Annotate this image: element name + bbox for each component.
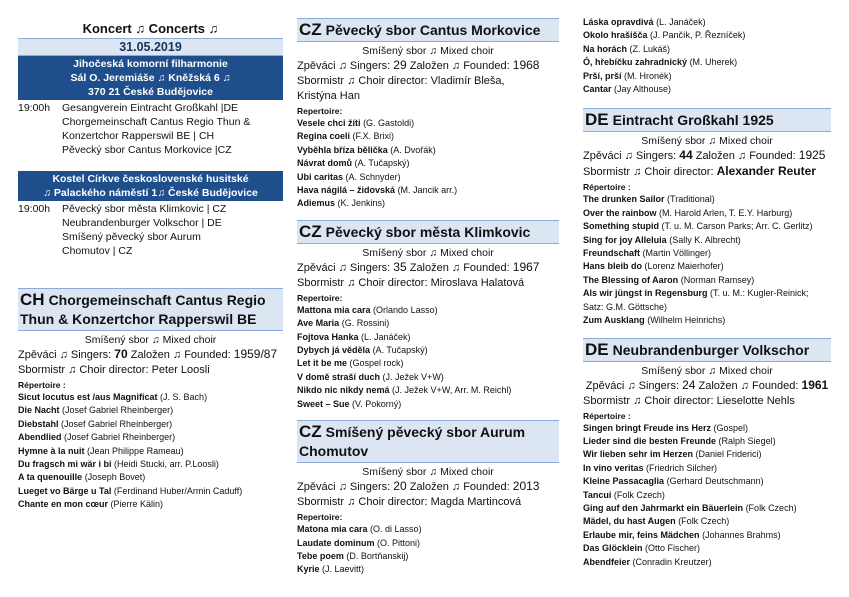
repertoire-list [297, 117, 559, 211]
piece-composer: (Friedrich Silcher) [646, 462, 718, 473]
piece-composer: (Jean Philippe Rameau) [87, 445, 184, 456]
column-3 [583, 0, 831, 569]
founded-label: Založen ♫ Founded: [409, 261, 510, 274]
event-time: 19:00h [18, 102, 51, 114]
director-name: Alexander Reuter [716, 164, 816, 179]
choir-stats [297, 58, 559, 74]
piece-composer: (Gospel rock) [349, 358, 404, 369]
repertoire-item [297, 117, 559, 130]
repertoire-heading: Repertoire: [297, 512, 343, 523]
piece-title: Fojtova Hanka [297, 331, 359, 342]
repertoire-item [297, 157, 559, 170]
repertoire-item [583, 193, 831, 206]
repertoire-item [583, 529, 831, 542]
choir-name: Chorgemeinschaft Cantus Regio [48, 292, 266, 308]
piece-title: Sicut locutus est /aus Magnificat [18, 392, 158, 402]
piece-composer: (Folk Czech) [745, 502, 797, 513]
country-code: CZ [299, 422, 322, 442]
repertoire-item [583, 16, 831, 29]
director-name: Peter Loosli [151, 364, 210, 376]
piece-composer: (Folk Czech) [613, 489, 665, 500]
repertoire-item [297, 384, 559, 397]
repertoire-item [583, 301, 831, 314]
piece-title: Vesele chci žíti [297, 118, 361, 128]
choir-stats [583, 378, 831, 394]
piece-title: Sweet – Sue [297, 398, 350, 409]
repertoire-item [583, 234, 831, 247]
piece-composer: (A. Schnyder) [345, 171, 401, 182]
choir-director [297, 74, 559, 104]
director-label: Sbormistr ♫ Choir director: [583, 394, 714, 407]
piece-composer: (Pierre Kälin) [110, 499, 164, 510]
choir-de-grosskahl-title [583, 108, 831, 132]
piece-title: Tancui [583, 489, 612, 500]
piece-composer: (Daniel Friderici) [695, 449, 762, 460]
director-name: Miroslava Halatová [430, 276, 525, 289]
choir-type: Smíšený sbor ♫ Mixed choir [641, 135, 773, 148]
piece-composer: (F.X. Brixi) [352, 131, 395, 142]
choir-de-neubrandenburg [583, 338, 831, 569]
director-label: Sbormistr ♫ Choir director: [18, 364, 149, 376]
repertoire-item [583, 515, 831, 528]
repertoire-item [583, 43, 831, 56]
repertoire-list-continued [583, 16, 831, 96]
venue-1-line-2: Sál O. Jeremiáše ♫ Kněžská 6 ♫ [70, 72, 231, 84]
repertoire-item [297, 317, 559, 330]
piece-title: Let it be me [297, 358, 348, 369]
repertoire-item [18, 498, 283, 511]
concert-date: 31.05.2019 [18, 38, 283, 56]
event-line: Pěvecký sbor Cantus Morkovice |CZ [62, 144, 232, 156]
choir-name: Pěvecký sbor města Klimkovic [325, 223, 531, 240]
choir-cz-aurum-title [297, 420, 559, 463]
piece-title: Singen bringt Freude ins Herz [583, 422, 712, 433]
choir-cz-klimkovic-title [297, 220, 559, 244]
choir-name-2: Thun & Konzertchor Rapperswil BE [20, 311, 257, 327]
choir-type: Smíšený sbor ♫ Mixed choir [362, 246, 494, 259]
piece-title: In vino veritas [583, 462, 644, 473]
piece-composer: (A. Tučapský) [372, 345, 428, 356]
choir-stats [297, 260, 559, 276]
column-1 [18, 0, 283, 512]
country-code: CZ [299, 221, 322, 241]
country-code: CZ [299, 20, 322, 39]
director-name: Magda Martincová [430, 496, 522, 509]
repertoire-item [18, 458, 283, 471]
venue-2 [18, 171, 283, 201]
repertoire-item [297, 171, 559, 184]
piece-composer: (M. Uherek) [689, 57, 738, 68]
piece-composer: (O. di Lasso) [370, 524, 422, 535]
repertoire-item [583, 475, 831, 488]
piece-composer: (G. Gastoldi) [363, 118, 415, 128]
event-line: Chorgemeinschaft Cantus Regio Thun & [62, 116, 251, 128]
piece-title: Matona mia cara [297, 524, 368, 535]
event-line: Neubrandenburger Volkschor | DE [62, 217, 222, 229]
repertoire-item [297, 197, 559, 210]
piece-title: Cantar [583, 84, 612, 95]
country-code: DE [585, 339, 609, 359]
piece-title: Mädel, du hast Augen [583, 516, 676, 527]
venue-2-line-1: Kostel Církve československé husitské [52, 173, 249, 185]
choir-director [297, 276, 559, 291]
piece-title: Kyrie [297, 564, 320, 575]
founded-year: 1959/87 [233, 347, 278, 361]
repertoire-heading: Répertoire : [583, 410, 631, 421]
repertoire-heading: Repertoire: [297, 106, 343, 116]
venue-2-event [18, 202, 283, 258]
founded-label: Založen ♫ Founded: [695, 150, 796, 163]
piece-title: Na horách [583, 43, 628, 54]
founded-label: Založen ♫ Founded: [409, 481, 510, 494]
piece-composer: (Folk Czech) [678, 516, 730, 527]
piece-title: Du fragsch mi wär i bi [18, 459, 112, 470]
piece-title: Láska opravdivá [583, 17, 654, 27]
piece-composer: (Johannes Brahms) [702, 529, 781, 540]
repertoire-list [583, 193, 831, 327]
piece-composer: (Otto Fischer) [645, 543, 701, 554]
venue-1-line-1: Jihočeská komorní filharmonie [73, 58, 228, 70]
piece-composer: (Martin Völlinger) [642, 248, 712, 259]
repertoire-item [583, 260, 831, 273]
founded-label: Založen ♫ Founded: [698, 379, 799, 392]
schedule-title: Koncert ♫ Concerts ♫ [82, 21, 219, 36]
repertoire-item [583, 29, 831, 42]
piece-composer: (Norman Ramsey) [680, 274, 755, 285]
repertoire-item [297, 563, 559, 576]
repertoire-item [18, 418, 283, 431]
piece-title: Erlaube mir, feins Mädchen [583, 529, 700, 540]
piece-title: Over the rainbow [583, 207, 657, 218]
repertoire-item [297, 371, 559, 384]
column-2 [297, 0, 559, 577]
piece-title: Vyběhla bříza bělička [297, 144, 388, 155]
repertoire-item [297, 357, 559, 370]
choir-name: Smíšený pěvecký sbor Aurum [325, 424, 526, 441]
singers-count: 24 [682, 377, 696, 392]
repertoire-list [583, 422, 831, 569]
piece-title: Lieder sind die besten Freunde [583, 435, 717, 446]
piece-title: Wir lieben sehr im Herzen [583, 449, 693, 460]
repertoire-item [583, 435, 831, 448]
piece-title: Diebstahl [18, 418, 59, 429]
choir-type: Smíšený sbor ♫ Mixed choir [84, 334, 217, 346]
choir-de-neubrandenburg-title [583, 338, 831, 362]
repertoire-item [18, 485, 283, 498]
repertoire-item [583, 462, 831, 475]
choir-stats [297, 479, 559, 495]
choir-stats [583, 148, 831, 164]
piece-composer: (J. Pančík, P. Řezníček) [650, 30, 746, 41]
event-line: Smíšený pěvecký sbor Aurum [62, 231, 201, 243]
choir-de-grosskahl [583, 108, 831, 327]
piece-title: Adiemus [297, 198, 336, 209]
country-code: CH [20, 290, 45, 309]
director-label: Sbormistr ♫ Choir director: [583, 166, 714, 179]
repertoire-item [297, 537, 559, 550]
choir-director [583, 394, 831, 409]
piece-composer: (J. S. Bach) [160, 392, 208, 402]
founded-year: 1968 [512, 58, 540, 72]
repertoire-item [583, 247, 831, 260]
choir-name-2: Chomutov [299, 443, 369, 460]
director-name: Lieselotte Nehls [716, 394, 795, 407]
piece-composer: (Gerhard Deutschmann) [666, 476, 764, 487]
piece-title: V domě straší duch [297, 371, 381, 382]
choir-director [583, 164, 831, 180]
piece-composer: (O. Pittoni) [377, 537, 421, 548]
piece-composer: (Gospel) [713, 422, 749, 433]
repertoire-item [583, 556, 831, 569]
singers-count: 70 [114, 347, 128, 361]
repertoire-item [583, 502, 831, 515]
piece-title: Freundschaft [583, 248, 641, 259]
event-line: Pěvecký sbor města Klimkovic | CZ [62, 203, 227, 215]
piece-composer: (Heidi Stucki, arr. P.Loosli) [114, 459, 219, 470]
repertoire-item [18, 404, 283, 417]
piece-composer: (Ferdinand Huber/Armin Caduff) [113, 485, 243, 496]
choir-cz-aurum [297, 420, 559, 577]
piece-composer: (Josef Gabriel Rheinberger) [64, 432, 176, 443]
singers-count: 44 [679, 148, 693, 163]
event-time: 19:00h [18, 203, 51, 215]
piece-composer: (Josef Gabriel Rheinberger) [61, 418, 173, 429]
piece-composer: (Ralph Siegel) [718, 435, 776, 446]
piece-composer: (Lorenz Maierhofer) [644, 261, 724, 272]
repertoire-list [297, 523, 559, 577]
piece-composer: (D. Bortňanskij) [346, 550, 409, 561]
repertoire-item [583, 83, 831, 96]
piece-composer: (M. Hronék) [624, 70, 672, 81]
repertoire-item [297, 398, 559, 411]
piece-composer: (K. Jenkins) [337, 198, 386, 209]
director-label: Sbormistr ♫ Choir director: [297, 276, 428, 289]
piece-composer: (Josef Gabriel Rheinberger) [62, 405, 174, 416]
piece-title: Something stupid [583, 221, 659, 232]
singers-label: Zpěváci ♫ Singers: [297, 60, 391, 72]
event-line: Gesangverein Eintracht Großkahl |DE [62, 102, 239, 114]
singers-label: Zpěváci ♫ Singers: [18, 349, 112, 361]
founded-year: 1967 [512, 259, 540, 274]
piece-composer: (Conradin Kreutzer) [632, 556, 712, 567]
piece-title: Návrat domů [297, 158, 353, 169]
choir-ch-title [18, 288, 283, 331]
piece-title: Prší, prší [583, 70, 622, 81]
repertoire-list [18, 391, 283, 512]
singers-label: Zpěváci ♫ Singers: [585, 379, 679, 392]
repertoire-item [583, 314, 831, 327]
piece-composer: (L. Janáček) [656, 17, 706, 27]
repertoire-heading: Repertoire: [297, 292, 343, 303]
piece-title: Abendfeier [583, 556, 631, 567]
singers-count: 35 [393, 259, 407, 274]
piece-composer: (G. Rossini) [341, 318, 390, 329]
piece-composer: (Z. Lukáš) [629, 43, 671, 54]
piece-title: Dybych já věděla [297, 345, 371, 356]
venue-1 [18, 56, 283, 100]
founded-label: Založen ♫ Founded: [409, 60, 510, 72]
piece-title: Ave Maria [297, 318, 340, 329]
piece-composer: (J. Ježek V+W, Arr. M. Reichl) [392, 385, 512, 396]
choir-ch [18, 288, 283, 512]
piece-title: Ubi caritas [297, 171, 344, 182]
director-label: Sbormistr ♫ Choir director: [297, 75, 428, 87]
piece-title: Okolo hrašišča [583, 30, 648, 41]
piece-title: Ging auf den Jahrmarkt ein Bäuerlein [583, 502, 744, 513]
piece-title: Sing for joy Alleluia [583, 234, 667, 245]
event-line: Chomutov | CZ [62, 245, 133, 257]
piece-composer: (M. Harold Arlen, T. E.Y. Harburg) [659, 207, 793, 218]
singers-count: 20 [393, 479, 407, 494]
founded-label: Založen ♫ Founded: [130, 349, 231, 361]
piece-composer: (J. Ježek V+W) [382, 371, 444, 382]
repertoire-list [297, 304, 559, 411]
founded-year: 2013 [512, 479, 540, 494]
repertoire-item [297, 331, 559, 344]
piece-composer: (Joseph Bovet) [84, 472, 146, 483]
founded-year: 1925 [798, 148, 826, 163]
piece-title: Die Nacht [18, 405, 60, 416]
repertoire-heading: Répertoire : [583, 182, 631, 193]
piece-composer: (A. Dvořák) [390, 144, 436, 155]
director-name: Vladimír Bleša, [430, 75, 505, 87]
country-code: DE [585, 110, 609, 130]
piece-title: Als wir jüngst in Regensburg [583, 288, 708, 299]
repertoire-item [583, 542, 831, 555]
piece-title: Ó, hřebíčku zahradnický [583, 57, 688, 68]
repertoire-item [297, 144, 559, 157]
choir-cz-klimkovic [297, 220, 559, 411]
director-name-2: Kristýna Han [297, 90, 360, 102]
repertoire-item [583, 70, 831, 83]
choir-type: Smíšený sbor ♫ Mixed choir [362, 466, 494, 479]
repertoire-item [583, 448, 831, 461]
piece-title: Das Glöcklein [583, 543, 643, 554]
repertoire-item [297, 550, 559, 563]
repertoire-item [297, 304, 559, 317]
piece-title: Zum Ausklang [583, 315, 645, 326]
piece-title: Kleine Passacaglia [583, 476, 665, 487]
piece-composer: (T. u. M.: Kugler-Reinick; [710, 288, 809, 299]
repertoire-item [297, 523, 559, 536]
singers-label: Zpěváci ♫ Singers: [297, 261, 391, 274]
repertoire-heading: Répertoire : [18, 380, 66, 390]
piece-composer: Satz: G.M. Göttsche) [583, 301, 668, 312]
piece-title: Abendlied [18, 432, 62, 443]
piece-composer: (V. Pokorný) [352, 398, 402, 409]
founded-year: 1961 [801, 377, 829, 392]
choir-name: Neubrandenburger Volkschor [612, 341, 810, 358]
piece-composer: (T. u. M. Carson Parks; Arr. C. Gerlitz) [661, 221, 813, 232]
piece-composer: (A. Tučapský) [354, 158, 410, 169]
piece-composer: (Orlando Lasso) [373, 304, 438, 315]
venue-2-line-2: ♫ Palackého náměstí 1♫ České Budějovice [43, 187, 258, 199]
choir-type: Smíšený sbor ♫ Mixed choir [362, 45, 494, 57]
repertoire-item [583, 220, 831, 233]
piece-title: Mattona mia cara [297, 304, 371, 315]
choir-cz-morkovice [297, 18, 559, 211]
repertoire-item [583, 287, 831, 300]
event-line: Konzertchor Rapperswil BE | CH [62, 130, 215, 142]
piece-title: The Blessing of Aaron [583, 274, 679, 285]
piece-title: A ta quenouille [18, 472, 83, 483]
piece-title: Regina coeli [297, 131, 351, 142]
piece-title: Hans bleib do [583, 261, 643, 272]
piece-composer: (Traditional) [667, 194, 715, 205]
choir-director [18, 363, 283, 378]
piece-title: Nikdo nic nikdy nemá [297, 385, 390, 396]
repertoire-item [583, 207, 831, 220]
repertoire-item [583, 56, 831, 69]
repertoire-item [18, 445, 283, 458]
repertoire-item [18, 471, 283, 484]
venue-1-event [18, 101, 283, 157]
singers-count: 29 [393, 58, 407, 72]
piece-composer: (Sally K. Albrecht) [669, 234, 741, 245]
singers-label: Zpěváci ♫ Singers: [297, 481, 391, 494]
repertoire-item [18, 391, 283, 404]
choir-type: Smíšený sbor ♫ Mixed choir [641, 364, 773, 377]
piece-composer: (J. Laevitt) [322, 564, 365, 575]
piece-composer: (M. Jancik arr.) [397, 185, 458, 196]
choir-stats [18, 347, 283, 363]
repertoire-item [18, 431, 283, 444]
piece-title: Lueget vo Bärge u Tal [18, 485, 112, 496]
piece-title: Hava nágilá – židovská [297, 185, 396, 196]
piece-composer: (Wilhelm Heinrichs) [647, 315, 726, 326]
choir-cz-morkovice-title [297, 18, 559, 42]
repertoire-item [583, 422, 831, 435]
repertoire-item [297, 130, 559, 143]
piece-title: Tebe poem [297, 550, 344, 561]
repertoire-item [297, 344, 559, 357]
piece-title: Laudate dominum [297, 537, 375, 548]
piece-title: The drunken Sailor [583, 194, 665, 205]
piece-composer: (L. Janáček) [361, 331, 411, 342]
choir-name: Eintracht Großkahl 1925 [612, 112, 774, 129]
piece-title: Hymne à la nuit [18, 445, 85, 456]
piece-composer: (Jay Althouse) [614, 84, 672, 95]
repertoire-item [297, 184, 559, 197]
singers-label: Zpěváci ♫ Singers: [583, 150, 677, 163]
piece-title: Chante en mon cœur [18, 499, 109, 510]
repertoire-item [583, 489, 831, 502]
venue-1-line-3: 370 21 České Budějovice [88, 86, 213, 98]
choir-director [297, 495, 559, 510]
director-label: Sbormistr ♫ Choir director: [297, 496, 428, 509]
choir-name: Pěvecký sbor Cantus Morkovice [325, 22, 541, 38]
repertoire-item [583, 274, 831, 287]
